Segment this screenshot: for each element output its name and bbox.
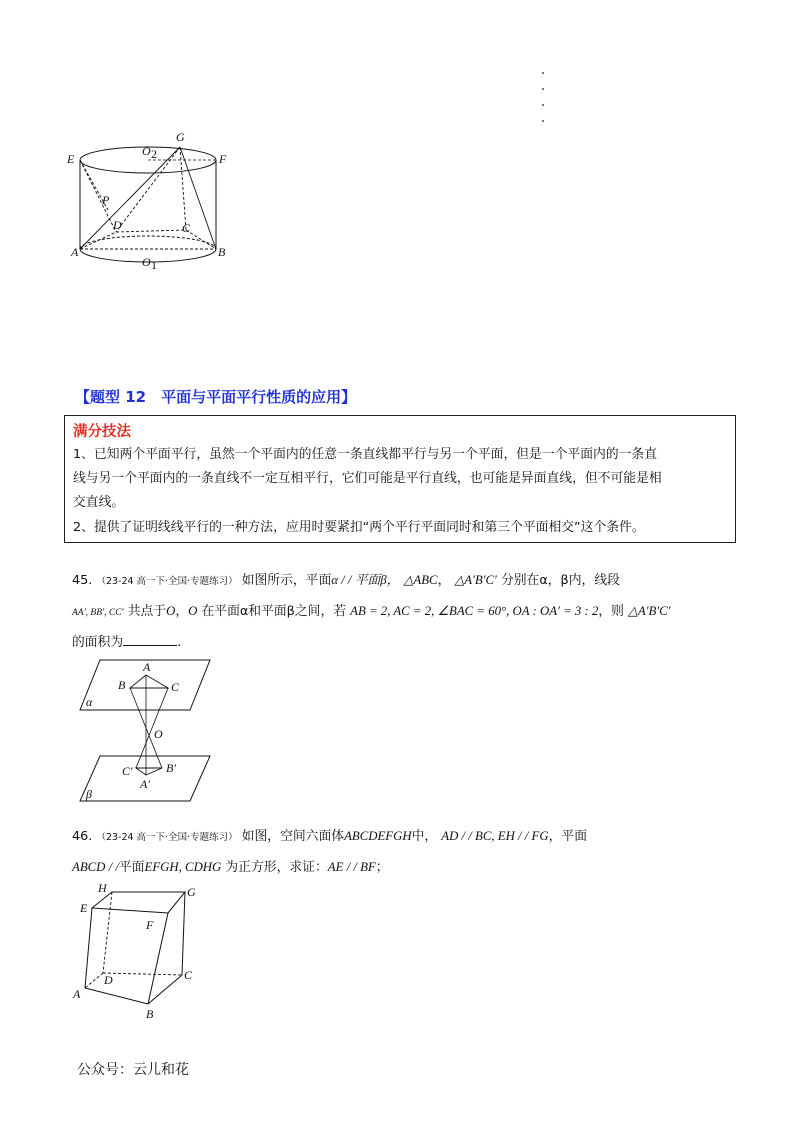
tip-line-1: 1、已知两个平面平行，虽然一个平面内的任意一条直线都平行与另一个平面，但是一个平面内的一条直 [73,447,658,462]
label-O2: O [142,144,151,158]
cylinder-figure [67,128,240,273]
svg-text:H: H [98,881,107,895]
q45-number: 45. [72,573,93,588]
q46-number: 46. [72,829,93,844]
label-E: E [67,152,75,166]
triangle-a2b2c2 [136,768,162,775]
svg-text:O: O [154,727,163,741]
label-C: C [182,221,191,235]
label-O1: O [142,255,151,269]
hexahedron-figure [70,883,205,1023]
decorative-dots [542,72,546,136]
triangle-abc [130,675,168,688]
svg-text:A′: A′ [140,777,150,791]
q46-source: （23-24 高一下·全国·专题练习） [96,832,238,843]
svg-text:C: C [184,968,193,982]
svg-text:G: G [187,885,196,899]
tip-line-4: 2、提供了证明线线平行的一种方法，应用时要紧扣“两个平行平面同时和第三个平面相交”这个条件。 [73,520,645,535]
q46-line-2: ABCD / /平面EFGH, CDHG 为正方形，求证：AE / / BF； [72,860,389,875]
edge-GA [80,147,180,249]
tip-title: 满分技法 [73,424,131,440]
section-title: 【题型 12 平面与平面平行性质的应用】 [75,388,357,406]
svg-text:B′: B′ [166,761,176,775]
svg-text:α: α [86,695,93,709]
label-B: B [218,245,226,259]
q45-line-2: AA′, BB′, CC′ 共点于O，O 在平面α和平面β之间，若 AB = 2, AC = 2, ∠BAC = 60°, OA : OA′ = 3 : 2，则 △A′B′C′ [72,604,671,619]
svg-text:A: A [73,987,81,1001]
footer-text: 公众号：云儿和花 [77,1062,189,1078]
bottom-ellipse-back [80,236,216,249]
label-P: P [102,193,110,207]
svg-text:F: F [146,918,154,932]
svg-text:C′: C′ [122,764,133,778]
svg-text:D: D [104,973,113,987]
label-A: A [71,245,79,259]
tip-line-2: 线与另一个平面内的一条直线不一定互相平行，它们可能是平行直线，也可能是异面直线，但不可能是相 [73,471,662,486]
q45-source: （23-24 高一下·全国·专题练习） [96,576,238,587]
label-O1-sub: 1 [151,258,157,272]
label-D: D [113,218,122,232]
svg-text:E: E [80,901,88,915]
q45-line-1: 45. （23-24 高一下·全国·专题练习） 如图所示，平面α / / 平面β， △ABC， △A′B′C′ 分别在α，β内，线段 [72,573,620,588]
svg-text:B: B [146,1007,154,1021]
q45-line-3: 的面积为 . [72,635,182,650]
parallel-planes-figure [80,658,210,803]
q46-line-1: 46. （23-24 高一下·全国·专题练习） 如图，空间六面体ABCDEFGH中， AD / / BC, EH / / FG，平面 [72,829,587,844]
tip-box [64,415,736,543]
label-G: G [176,130,185,144]
svg-text:β: β [86,787,92,801]
tip-line-3: 交直线。 [73,495,125,510]
label-O2-sub: 2 [151,147,157,161]
svg-text:C: C [171,680,180,694]
svg-text:B: B [118,678,126,692]
svg-text:A: A [143,660,151,674]
label-F: F [219,152,227,166]
answer-blank[interactable] [123,633,177,646]
edge-GC [180,147,186,230]
